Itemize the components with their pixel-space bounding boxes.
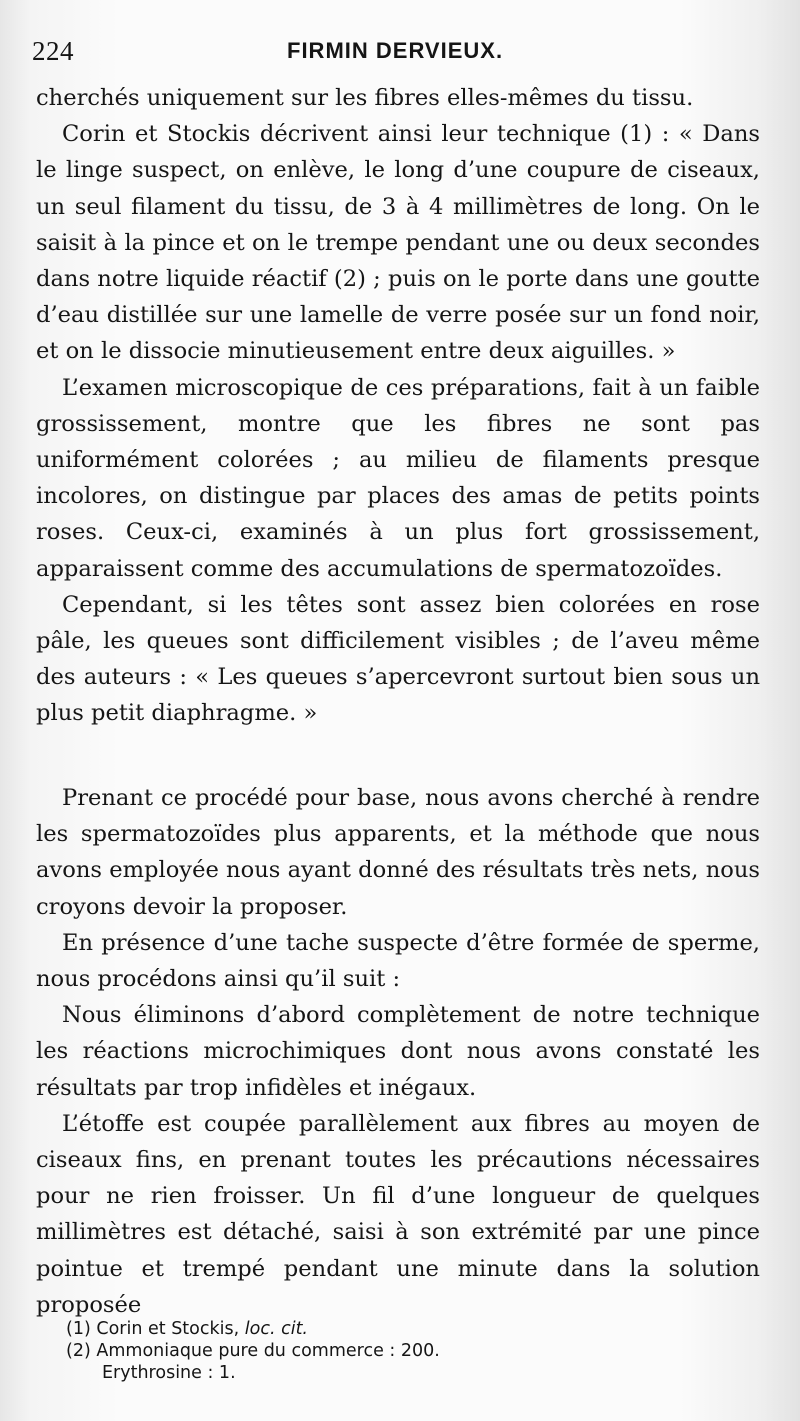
footnote-1-text: Corin et Stockis, [96,1319,240,1339]
body-text-upper [36,80,760,732]
body-text-lower [36,780,760,1323]
footnote-1-marker: (1) [66,1319,91,1339]
paragraph-heads-tails: Cependant, si les têtes sont assez bien colorées en rose pâle, les queues sont difficilement visibles ; de l’aveu même des auteurs : « Les queues s’apercevront surtout bien sous un plus petit diaphragme. » [36,591,760,727]
paragraph-procedure-intro: En présence d’une tache suspecte d’être formée de sperme, nous procédons ainsi qu’il suit : [36,929,760,993]
running-head: FIRMIN DERVIEUX. [287,38,504,63]
footnote-2 [66,1340,756,1362]
footnote-2-line-2: Erythrosine : 1. [102,1363,236,1383]
footnote-1 [66,1318,756,1340]
paragraph-our-method: Prenant ce procédé pour base, nous avons cherché à rendre les spermatozoïdes plus apparents, et la méthode que nous avons employée nous ayant donné des résultats très nets, nous croyons devoir la proposer. [36,785,760,920]
paragraph-cut-fabric: L’étoffe est coupée parallèlement aux fibres au moyen de ciseaux fins, en prenant toutes les précautions nécessaires pour ne rien froisser. Un fil d’une longueur de quelques millimètres est détaché, saisi à son extrémité par une pince pointue et trempé pendant une minute dans la solution proposée [36,1110,760,1318]
footnote-2-marker: (2) [66,1341,91,1361]
page-number: 224 [32,36,74,66]
paragraph-microscopic-exam: L’examen microscopique de ces préparations, fait à un faible grossissement, montre que les fibres ne sont pas uniformément colorées ; au milieu de filaments presque incolores, on distingue par places des amas de petits points roses. Ceux-ci, examinés à un plus fort grossissement, apparaissent comme des accumulations de spermatozoïdes. [36,374,760,582]
page-header [32,36,760,66]
footnote-1-reference: loc. cit. [244,1319,308,1339]
paragraph-continuation: cherchés uniquement sur les fibres elles-mêmes du tissu. [36,85,694,111]
paragraph-eliminate-reactions: Nous éliminons d’abord complètement de notre technique les réactions microchimiques dont nous avons constaté les résultats par trop infidèles et inégaux. [36,1002,760,1101]
footnotes [66,1318,756,1384]
footnote-2-line-1: Ammoniaque pure du commerce : 200. [96,1341,440,1361]
paragraph-corin-stockis-quote: Corin et Stockis décrivent ainsi leur technique (1) : « Dans le linge suspect, on enlève, le long d’une coupure de ciseaux, un seul filament du tissu, de 3 à 4 millimètres de long. On le saisit à la pince et on le trempe pendant une ou deux secondes dans notre liquide réactif (2) ; puis on le porte dans une goutte d’eau distillée sur une lamelle de verre posée sur un fond noir, et on le dissocie minutieusement entre deux aiguilles. » [36,121,760,365]
